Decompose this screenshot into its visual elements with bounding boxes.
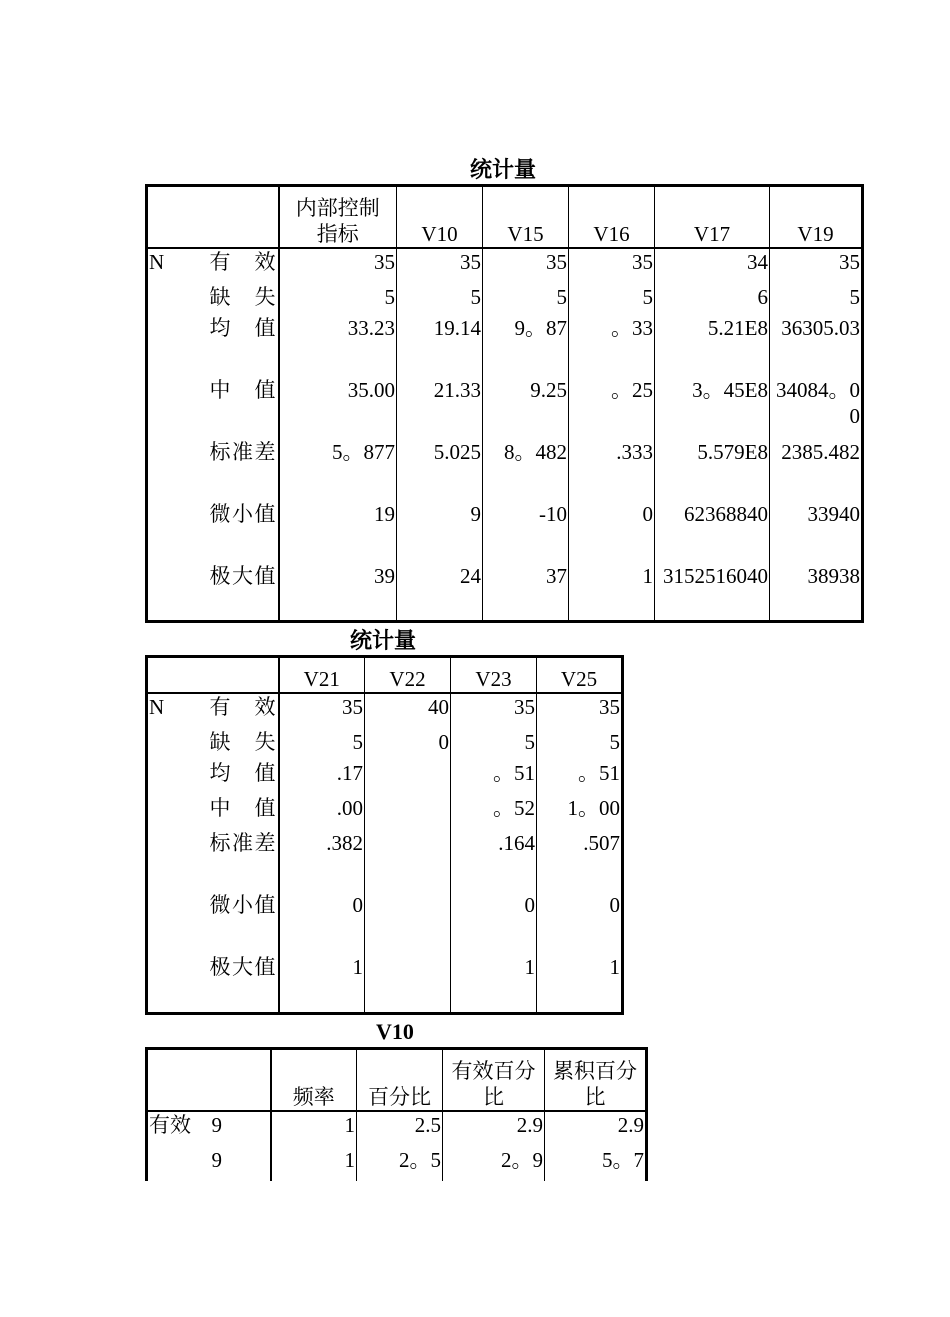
cell: .333 <box>569 439 655 501</box>
cell: 34084。00 <box>770 377 863 439</box>
cell: 36305.03 <box>770 315 863 377</box>
cell <box>365 795 451 830</box>
cell: 37 <box>483 563 569 622</box>
table1-col-header: V19 <box>770 186 863 248</box>
cell: 。52 <box>451 795 537 830</box>
cell: 3152516040 <box>655 563 770 622</box>
row-label: 极大值 <box>209 954 279 1014</box>
cell: 1 <box>279 954 365 1014</box>
cell: 21.33 <box>397 377 483 439</box>
table-row <box>147 439 863 501</box>
cell: 0 <box>365 729 451 760</box>
cell: 5。877 <box>279 439 397 501</box>
cell <box>365 760 451 795</box>
table-row <box>147 760 623 795</box>
cell: 2.5 <box>357 1111 443 1147</box>
table3-corner-cell <box>147 1049 271 1111</box>
row-label: 标准差 <box>209 439 279 501</box>
table-row <box>147 248 863 284</box>
row-label: 微小值 <box>209 892 279 954</box>
row-label: 中值 <box>209 377 279 439</box>
table1-title: 统计量 <box>469 157 536 182</box>
cell: 5。7 <box>545 1147 647 1181</box>
cell: 5 <box>279 729 365 760</box>
table2-col-header: V22 <box>365 657 451 693</box>
table3-col-header: 频率 <box>271 1049 357 1111</box>
cell: 5 <box>537 729 623 760</box>
table2-col-header: V23 <box>451 657 537 693</box>
cell: 35 <box>451 693 537 729</box>
cell: 40 <box>365 693 451 729</box>
cell <box>365 954 451 1014</box>
table-row <box>147 1111 647 1147</box>
cell: 。51 <box>451 760 537 795</box>
cell: 9 <box>397 501 483 563</box>
cell: 35.00 <box>279 377 397 439</box>
table2-col-header: V25 <box>537 657 623 693</box>
cell: 2.9 <box>545 1111 647 1147</box>
cell: 24 <box>397 563 483 622</box>
row-label: 极大值 <box>209 563 279 622</box>
row-group-label: N <box>147 248 209 284</box>
cell: 35 <box>397 248 483 284</box>
cell: 5 <box>279 284 397 315</box>
cell: 19 <box>279 501 397 563</box>
table1-col-header: V17 <box>655 186 770 248</box>
table1-header-row <box>147 186 863 248</box>
cell: 2。9 <box>443 1147 545 1181</box>
statistics-table-2 <box>145 655 624 1015</box>
table-row <box>147 830 623 892</box>
row-group-label: 有效 <box>147 1111 209 1147</box>
table3-title: V10 <box>376 1019 414 1044</box>
table2-corner-cell <box>147 657 279 693</box>
cell: 。33 <box>569 315 655 377</box>
cell: 34 <box>655 248 770 284</box>
cell: 9。87 <box>483 315 569 377</box>
row-label: 中值 <box>209 795 279 830</box>
cell: 5 <box>397 284 483 315</box>
cell: 5.579E8 <box>655 439 770 501</box>
table-row <box>147 377 863 439</box>
cell: 0 <box>569 501 655 563</box>
cell: .164 <box>451 830 537 892</box>
cell: 。25 <box>569 377 655 439</box>
cell: -10 <box>483 501 569 563</box>
row-label: 缺失 <box>209 284 279 315</box>
cell <box>365 830 451 892</box>
cell: 0 <box>451 892 537 954</box>
table-row <box>147 892 623 954</box>
statistics-table-1 <box>145 184 864 623</box>
table-row <box>147 729 623 760</box>
cell: 35 <box>279 693 365 729</box>
cell: 33940 <box>770 501 863 563</box>
cell: 1 <box>271 1111 357 1147</box>
cell: 6 <box>655 284 770 315</box>
cell: 35 <box>483 248 569 284</box>
cell: 1 <box>569 563 655 622</box>
table1-col-header: V16 <box>569 186 655 248</box>
row-label: 有效 <box>209 248 279 284</box>
cell: 0 <box>537 892 623 954</box>
row-label: 9 <box>209 1147 271 1181</box>
cell: 62368840 <box>655 501 770 563</box>
table1-col-header: 内部控制指标 <box>279 186 397 248</box>
cell: 35 <box>770 248 863 284</box>
cell: 5 <box>483 284 569 315</box>
cell: 8。482 <box>483 439 569 501</box>
table3-col-header: 累积百分比 <box>545 1049 647 1111</box>
row-label: 标准差 <box>209 830 279 892</box>
table-row <box>147 954 623 1014</box>
table-row <box>147 284 863 315</box>
cell: 35 <box>537 693 623 729</box>
frequency-table-v10 <box>145 1047 648 1181</box>
cell: 33.23 <box>279 315 397 377</box>
cell: 1 <box>451 954 537 1014</box>
cell: 38938 <box>770 563 863 622</box>
table-row <box>147 501 863 563</box>
row-label: 有效 <box>209 693 279 729</box>
table2-title: 统计量 <box>349 628 416 653</box>
row-label: 均值 <box>209 315 279 377</box>
table-row <box>147 563 863 622</box>
cell: .00 <box>279 795 365 830</box>
cell: 39 <box>279 563 397 622</box>
row-label: 均值 <box>209 760 279 795</box>
cell: .17 <box>279 760 365 795</box>
row-label: 9 <box>209 1111 271 1147</box>
table1-col-header: V15 <box>483 186 569 248</box>
table-row <box>147 693 623 729</box>
cell: 0 <box>279 892 365 954</box>
cell: 19.14 <box>397 315 483 377</box>
cell: .382 <box>279 830 365 892</box>
cell: 5 <box>569 284 655 315</box>
cell: 2385.482 <box>770 439 863 501</box>
table2-col-header: V21 <box>279 657 365 693</box>
row-label: 微小值 <box>209 501 279 563</box>
cell: 9.25 <box>483 377 569 439</box>
cell: 35 <box>279 248 397 284</box>
cell: 5.21E8 <box>655 315 770 377</box>
cell: 。51 <box>537 760 623 795</box>
row-group-label: N <box>147 693 209 729</box>
cell: 5 <box>770 284 863 315</box>
table-row <box>147 315 863 377</box>
cell: .507 <box>537 830 623 892</box>
table2-header-row <box>147 657 623 693</box>
table3-col-header: 百分比 <box>357 1049 443 1111</box>
table1-corner-cell <box>147 186 279 248</box>
cell: 35 <box>569 248 655 284</box>
cell: 3。45E8 <box>655 377 770 439</box>
table3-header-row <box>147 1049 647 1111</box>
row-label: 缺失 <box>209 729 279 760</box>
cell: 1 <box>271 1147 357 1181</box>
cell: 5 <box>451 729 537 760</box>
cell: 1 <box>537 954 623 1014</box>
table-row <box>147 795 623 830</box>
cell: 5.025 <box>397 439 483 501</box>
table1-col-header: V10 <box>397 186 483 248</box>
cell: 1。00 <box>537 795 623 830</box>
cell: 2.9 <box>443 1111 545 1147</box>
cell: 2。5 <box>357 1147 443 1181</box>
table3-col-header: 有效百分比 <box>443 1049 545 1111</box>
cell <box>365 892 451 954</box>
table-row <box>147 1147 647 1181</box>
